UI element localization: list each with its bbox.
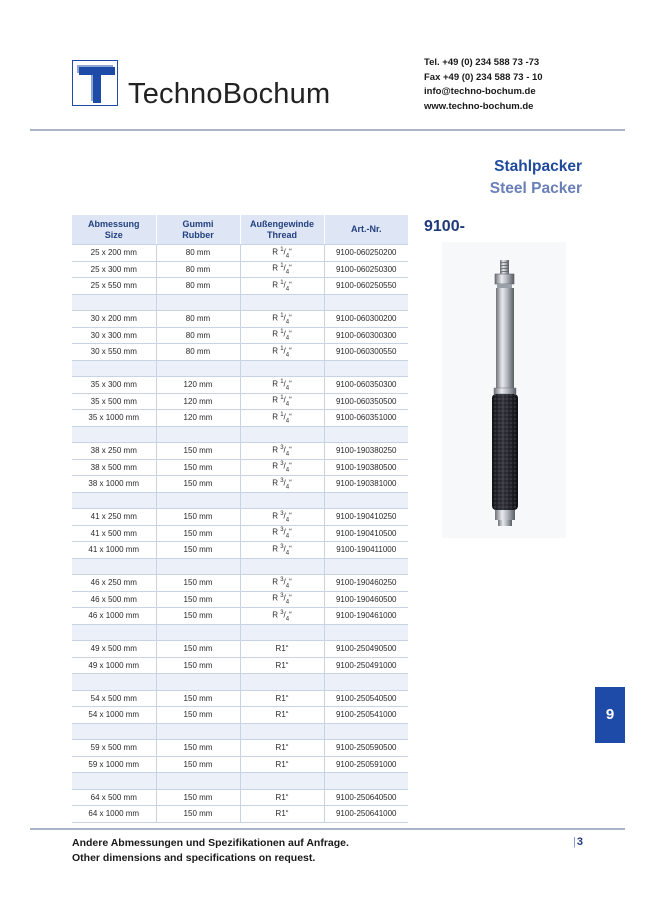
spacer-cell: [72, 360, 156, 377]
contact-fax: Fax +49 (0) 234 588 73 - 10: [424, 71, 543, 83]
cell-art-nr: 9100-060250200: [324, 245, 408, 262]
cell-size: 35 x 300 mm: [72, 377, 156, 394]
thread-frac-den: 4: [285, 450, 290, 457]
thread-frac-den: 4: [285, 483, 290, 490]
cell-size: 59 x 500 mm: [72, 740, 156, 757]
contact-tel: Tel. +49 (0) 234 588 73 -73: [424, 57, 540, 68]
cell-art-nr: 9100-250590500: [324, 740, 408, 757]
thread-frac-den: 4: [285, 351, 290, 358]
series-label: 9100-: [424, 218, 465, 235]
thread-frac-num: 3: [280, 477, 284, 484]
cell-size: 46 x 250 mm: [72, 575, 156, 592]
page-title-en: Steel Packer: [489, 180, 582, 197]
cell-thread: R $^1/_4“$: [240, 393, 324, 410]
cell-size: 38 x 1000 mm: [72, 476, 156, 493]
thread-frac-den: 4: [285, 318, 290, 325]
cell-size: 38 x 500 mm: [72, 459, 156, 476]
table-row: [72, 707, 408, 724]
thread-frac-num: 3: [280, 527, 284, 534]
cell-thread: R $^3/_4“$: [240, 542, 324, 559]
page-title-de: Stahlpacker: [494, 158, 582, 175]
table-row: [72, 575, 408, 592]
cell-rubber: 150 mm: [156, 443, 240, 460]
cell-rubber: 80 mm: [156, 261, 240, 278]
thread-prefix: R: [272, 445, 278, 455]
cell-thread: R $^3/_4“$: [240, 476, 324, 493]
thread-quote: “: [289, 511, 292, 521]
steel-packer-illustration: [442, 242, 566, 538]
cell-rubber: 150 mm: [156, 575, 240, 592]
spacer-cell: [72, 674, 156, 691]
cell-art-nr: 9100-190380250: [324, 443, 408, 460]
table-row: [72, 327, 408, 344]
cell-thread: [240, 641, 324, 658]
thread-value: R1“: [275, 660, 289, 670]
cell-art-nr: 9100-250591000: [324, 756, 408, 773]
spacer-cell: [72, 492, 156, 509]
table-row: [72, 393, 408, 410]
thread-frac-num: 3: [280, 593, 284, 600]
spacer-cell: [240, 492, 324, 509]
cell-thread: R $^1/_4“$: [240, 410, 324, 427]
spacer-cell: [324, 674, 408, 691]
spacer-cell: [240, 360, 324, 377]
cell-rubber: 150 mm: [156, 608, 240, 625]
cell-thread: R $^3/_4“$: [240, 443, 324, 460]
cell-rubber: 150 mm: [156, 459, 240, 476]
header-thread: Außengewinde Thread: [240, 215, 324, 245]
footer-note-en: Other dimensions and specifications on request.: [72, 852, 316, 864]
cell-thread: R $^3/_4“$: [240, 591, 324, 608]
thread-prefix: R: [272, 511, 278, 521]
thread-frac-num: 1: [280, 246, 284, 253]
cell-size: 30 x 300 mm: [72, 327, 156, 344]
thread-quote: “: [289, 445, 292, 455]
thread-frac-den: 4: [285, 335, 290, 342]
cell-size: 54 x 500 mm: [72, 690, 156, 707]
chapter-tab: 9: [595, 687, 625, 743]
thread-frac-num: 3: [280, 510, 284, 517]
footer-note: [72, 836, 349, 866]
header-art-nr: Art.-Nr.: [324, 215, 408, 245]
thread-prefix: R: [272, 263, 278, 273]
cell-thread: R $^3/_4“$: [240, 459, 324, 476]
spacer-cell: [156, 426, 240, 443]
cell-thread: [240, 707, 324, 724]
logo-mark: [72, 60, 118, 106]
table-row: [72, 608, 408, 625]
thread-frac-num: 1: [280, 263, 284, 270]
spacer-cell: [324, 426, 408, 443]
table-row: [72, 245, 408, 262]
thread-quote: “: [289, 610, 292, 620]
thread-quote: “: [289, 313, 292, 323]
cell-art-nr: 9100-250541000: [324, 707, 408, 724]
thread-prefix: R: [272, 313, 278, 323]
thread-frac-num: 3: [280, 444, 284, 451]
thread-quote: “: [289, 577, 292, 587]
spacer-cell: [240, 773, 324, 790]
spacer-cell: [240, 624, 324, 641]
product-image: [442, 242, 566, 538]
spacer-cell: [324, 624, 408, 641]
table-row: [72, 525, 408, 542]
table-row: [72, 641, 408, 658]
cell-thread: R $^3/_4“$: [240, 575, 324, 592]
table-row: [72, 410, 408, 427]
cell-art-nr: 9100-190460500: [324, 591, 408, 608]
cell-thread: [240, 789, 324, 806]
thread-prefix: R: [272, 544, 278, 554]
thread-quote: “: [289, 379, 292, 389]
thread-quote: “: [289, 263, 292, 273]
cell-thread: R $^1/_4“$: [240, 261, 324, 278]
brand-name: TechnoBochum: [128, 78, 331, 110]
cell-rubber: 150 mm: [156, 525, 240, 542]
thread-value: R1“: [275, 644, 289, 654]
thread-frac-den: 4: [285, 417, 290, 424]
cell-art-nr: 9100-250540500: [324, 690, 408, 707]
footer-divider: [30, 828, 625, 830]
cell-rubber: 80 mm: [156, 311, 240, 328]
cell-rubber: 150 mm: [156, 657, 240, 674]
table-row: [72, 806, 408, 823]
spacer-row: [72, 360, 408, 377]
thread-quote: “: [289, 247, 292, 257]
table-row: [72, 278, 408, 295]
cell-rubber: 80 mm: [156, 327, 240, 344]
thread-frac-num: 1: [280, 279, 284, 286]
cell-rubber: 150 mm: [156, 690, 240, 707]
cell-thread: R $^1/_4“$: [240, 344, 324, 361]
table-row: [72, 476, 408, 493]
spacer-cell: [72, 558, 156, 575]
spacer-row: [72, 558, 408, 575]
spacer-cell: [72, 723, 156, 740]
cell-art-nr: 9100-060250550: [324, 278, 408, 295]
cell-art-nr: 9100-250640500: [324, 789, 408, 806]
spacer-cell: [324, 360, 408, 377]
cell-rubber: 150 mm: [156, 509, 240, 526]
spacer-cell: [240, 674, 324, 691]
thread-prefix: R: [272, 478, 278, 488]
thread-value: R1“: [275, 743, 289, 753]
cell-thread: R $^1/_4“$: [240, 311, 324, 328]
contact-block: [424, 56, 543, 114]
cell-rubber: 150 mm: [156, 542, 240, 559]
thread-frac-den: 4: [285, 516, 290, 523]
table-row: [72, 740, 408, 757]
cell-rubber: 80 mm: [156, 245, 240, 262]
cell-art-nr: 9100-190461000: [324, 608, 408, 625]
cell-size: 46 x 500 mm: [72, 591, 156, 608]
thread-frac-den: 4: [285, 533, 290, 540]
cell-rubber: 150 mm: [156, 740, 240, 757]
cell-size: 49 x 1000 mm: [72, 657, 156, 674]
spacer-row: [72, 674, 408, 691]
spacer-cell: [156, 723, 240, 740]
cell-size: 25 x 200 mm: [72, 245, 156, 262]
cell-rubber: 120 mm: [156, 410, 240, 427]
thread-frac-den: 4: [285, 252, 290, 259]
cell-size: 25 x 300 mm: [72, 261, 156, 278]
thread-prefix: R: [272, 395, 278, 405]
thread-frac-num: 1: [280, 329, 284, 336]
thread-frac-den: 4: [285, 549, 290, 556]
thread-prefix: R: [272, 329, 278, 339]
thread-quote: “: [289, 329, 292, 339]
thread-frac-num: 1: [280, 345, 284, 352]
thread-value: R1“: [275, 710, 289, 720]
cell-size: 35 x 1000 mm: [72, 410, 156, 427]
thread-frac-den: 4: [285, 467, 290, 474]
cell-rubber: 80 mm: [156, 278, 240, 295]
spacer-cell: [240, 723, 324, 740]
table-row: [72, 509, 408, 526]
thread-quote: “: [289, 280, 292, 290]
cell-thread: R $^1/_4“$: [240, 377, 324, 394]
thread-quote: “: [289, 593, 292, 603]
spacer-cell: [72, 426, 156, 443]
cell-size: 64 x 500 mm: [72, 789, 156, 806]
thread-quote: “: [289, 412, 292, 422]
contact-email[interactable]: info@techno-bochum.de: [424, 86, 536, 97]
cell-rubber: 150 mm: [156, 476, 240, 493]
cell-size: 59 x 1000 mm: [72, 756, 156, 773]
header-rubber: Gummi Rubber: [156, 215, 240, 245]
thread-frac-den: 4: [285, 285, 290, 292]
thread-frac-num: 3: [280, 461, 284, 468]
table-row: [72, 789, 408, 806]
cell-art-nr: 9100-250491000: [324, 657, 408, 674]
thread-frac-num: 1: [280, 411, 284, 418]
spacer-row: [72, 773, 408, 790]
spacer-cell: [240, 294, 324, 311]
thread-quote: “: [289, 346, 292, 356]
thread-frac-den: 4: [285, 269, 290, 276]
spacer-cell: [156, 624, 240, 641]
table-row: [72, 261, 408, 278]
cell-art-nr: 9100-060350500: [324, 393, 408, 410]
cell-thread: [240, 756, 324, 773]
spacer-row: [72, 624, 408, 641]
spacer-cell: [156, 674, 240, 691]
table-row: [72, 311, 408, 328]
table-row: [72, 459, 408, 476]
cell-thread: [240, 806, 324, 823]
spacer-cell: [324, 723, 408, 740]
spacer-cell: [156, 360, 240, 377]
cell-thread: R $^1/_4“$: [240, 278, 324, 295]
cell-art-nr: 9100-060300550: [324, 344, 408, 361]
table-row: [72, 443, 408, 460]
spacer-cell: [324, 558, 408, 575]
spacer-cell: [156, 294, 240, 311]
spacer-cell: [156, 558, 240, 575]
cell-art-nr: 9100-190411000: [324, 542, 408, 559]
spacer-cell: [72, 624, 156, 641]
cell-rubber: 150 mm: [156, 591, 240, 608]
thread-quote: “: [289, 544, 292, 554]
cell-thread: R $^1/_4“$: [240, 327, 324, 344]
cell-art-nr: 9100-060350300: [324, 377, 408, 394]
thread-prefix: R: [272, 280, 278, 290]
cell-thread: [240, 740, 324, 757]
thread-prefix: R: [272, 346, 278, 356]
table-row: [72, 542, 408, 559]
spec-table: [72, 215, 408, 823]
thread-value: R1“: [275, 759, 289, 769]
cell-size: 38 x 250 mm: [72, 443, 156, 460]
cell-thread: R $^3/_4“$: [240, 509, 324, 526]
spacer-cell: [324, 773, 408, 790]
thread-quote: “: [289, 395, 292, 405]
spacer-cell: [156, 773, 240, 790]
cell-size: 30 x 550 mm: [72, 344, 156, 361]
cell-size: 41 x 250 mm: [72, 509, 156, 526]
spacer-row: [72, 294, 408, 311]
cell-size: 35 x 500 mm: [72, 393, 156, 410]
thread-prefix: R: [272, 527, 278, 537]
table-row: [72, 657, 408, 674]
thread-quote: “: [289, 478, 292, 488]
thread-frac-num: 1: [280, 312, 284, 319]
table-header-row: [72, 215, 408, 245]
cell-size: 25 x 550 mm: [72, 278, 156, 295]
cell-thread: [240, 657, 324, 674]
spacer-cell: [72, 773, 156, 790]
cell-art-nr: 9100-060300300: [324, 327, 408, 344]
page-number: |3: [573, 836, 583, 848]
cell-art-nr: 9100-190460250: [324, 575, 408, 592]
thread-frac-num: 3: [280, 543, 284, 550]
spacer-cell: [156, 492, 240, 509]
cell-thread: [240, 690, 324, 707]
thread-quote: “: [289, 527, 292, 537]
spacer-cell: [324, 294, 408, 311]
thread-prefix: R: [272, 593, 278, 603]
cell-art-nr: 9100-060250300: [324, 261, 408, 278]
thread-prefix: R: [272, 412, 278, 422]
cell-art-nr: 9100-190410500: [324, 525, 408, 542]
table-row: [72, 377, 408, 394]
cell-art-nr: 9100-250490500: [324, 641, 408, 658]
cell-rubber: 150 mm: [156, 806, 240, 823]
thread-frac-den: 4: [285, 615, 290, 622]
cell-size: 46 x 1000 mm: [72, 608, 156, 625]
thread-frac-num: 3: [280, 609, 284, 616]
thread-frac-den: 4: [285, 401, 290, 408]
cell-size: 41 x 500 mm: [72, 525, 156, 542]
thread-prefix: R: [272, 247, 278, 257]
thread-value: R1“: [275, 693, 289, 703]
spacer-cell: [240, 558, 324, 575]
cell-rubber: 150 mm: [156, 756, 240, 773]
spacer-row: [72, 426, 408, 443]
footer-note-de: Andere Abmessungen und Spezifikationen auf Anfrage.: [72, 837, 349, 849]
header-divider: [30, 129, 625, 131]
thread-prefix: R: [272, 461, 278, 471]
cell-size: 41 x 1000 mm: [72, 542, 156, 559]
page-bar-icon: |: [573, 836, 576, 848]
cell-thread: R $^3/_4“$: [240, 525, 324, 542]
thread-frac-den: 4: [285, 599, 290, 606]
table-row: [72, 344, 408, 361]
thread-value: R1“: [275, 809, 289, 819]
spacer-row: [72, 723, 408, 740]
spacer-row: [72, 492, 408, 509]
cell-art-nr: 9100-190410250: [324, 509, 408, 526]
contact-web[interactable]: www.techno-bochum.de: [424, 100, 534, 112]
cell-size: 30 x 200 mm: [72, 311, 156, 328]
cell-art-nr: 9100-190381000: [324, 476, 408, 493]
cell-size: 49 x 500 mm: [72, 641, 156, 658]
cell-thread: R $^3/_4“$: [240, 608, 324, 625]
table-row: [72, 756, 408, 773]
cell-rubber: 150 mm: [156, 789, 240, 806]
thread-value: R1“: [275, 792, 289, 802]
cell-art-nr: 9100-250641000: [324, 806, 408, 823]
cell-rubber: 150 mm: [156, 707, 240, 724]
cell-art-nr: 9100-060351000: [324, 410, 408, 427]
thread-prefix: R: [272, 577, 278, 587]
spacer-cell: [240, 426, 324, 443]
cell-rubber: 150 mm: [156, 641, 240, 658]
cell-art-nr: 9100-190380500: [324, 459, 408, 476]
table-row: [72, 591, 408, 608]
spacer-cell: [72, 294, 156, 311]
thread-prefix: R: [272, 610, 278, 620]
thread-frac-num: 3: [280, 576, 284, 583]
thread-frac-num: 1: [280, 378, 284, 385]
thread-quote: “: [289, 461, 292, 471]
thread-frac-den: 4: [285, 582, 290, 589]
header-size: Abmessung Size: [72, 215, 156, 245]
cell-thread: R $^1/_4“$: [240, 245, 324, 262]
spacer-cell: [324, 492, 408, 509]
cell-size: 64 x 1000 mm: [72, 806, 156, 823]
table-row: [72, 690, 408, 707]
thread-prefix: R: [272, 379, 278, 389]
cell-size: 54 x 1000 mm: [72, 707, 156, 724]
cell-art-nr: 9100-060300200: [324, 311, 408, 328]
thread-frac-num: 1: [280, 395, 284, 402]
thread-frac-den: 4: [285, 384, 290, 391]
cell-rubber: 120 mm: [156, 377, 240, 394]
cell-rubber: 120 mm: [156, 393, 240, 410]
cell-rubber: 80 mm: [156, 344, 240, 361]
